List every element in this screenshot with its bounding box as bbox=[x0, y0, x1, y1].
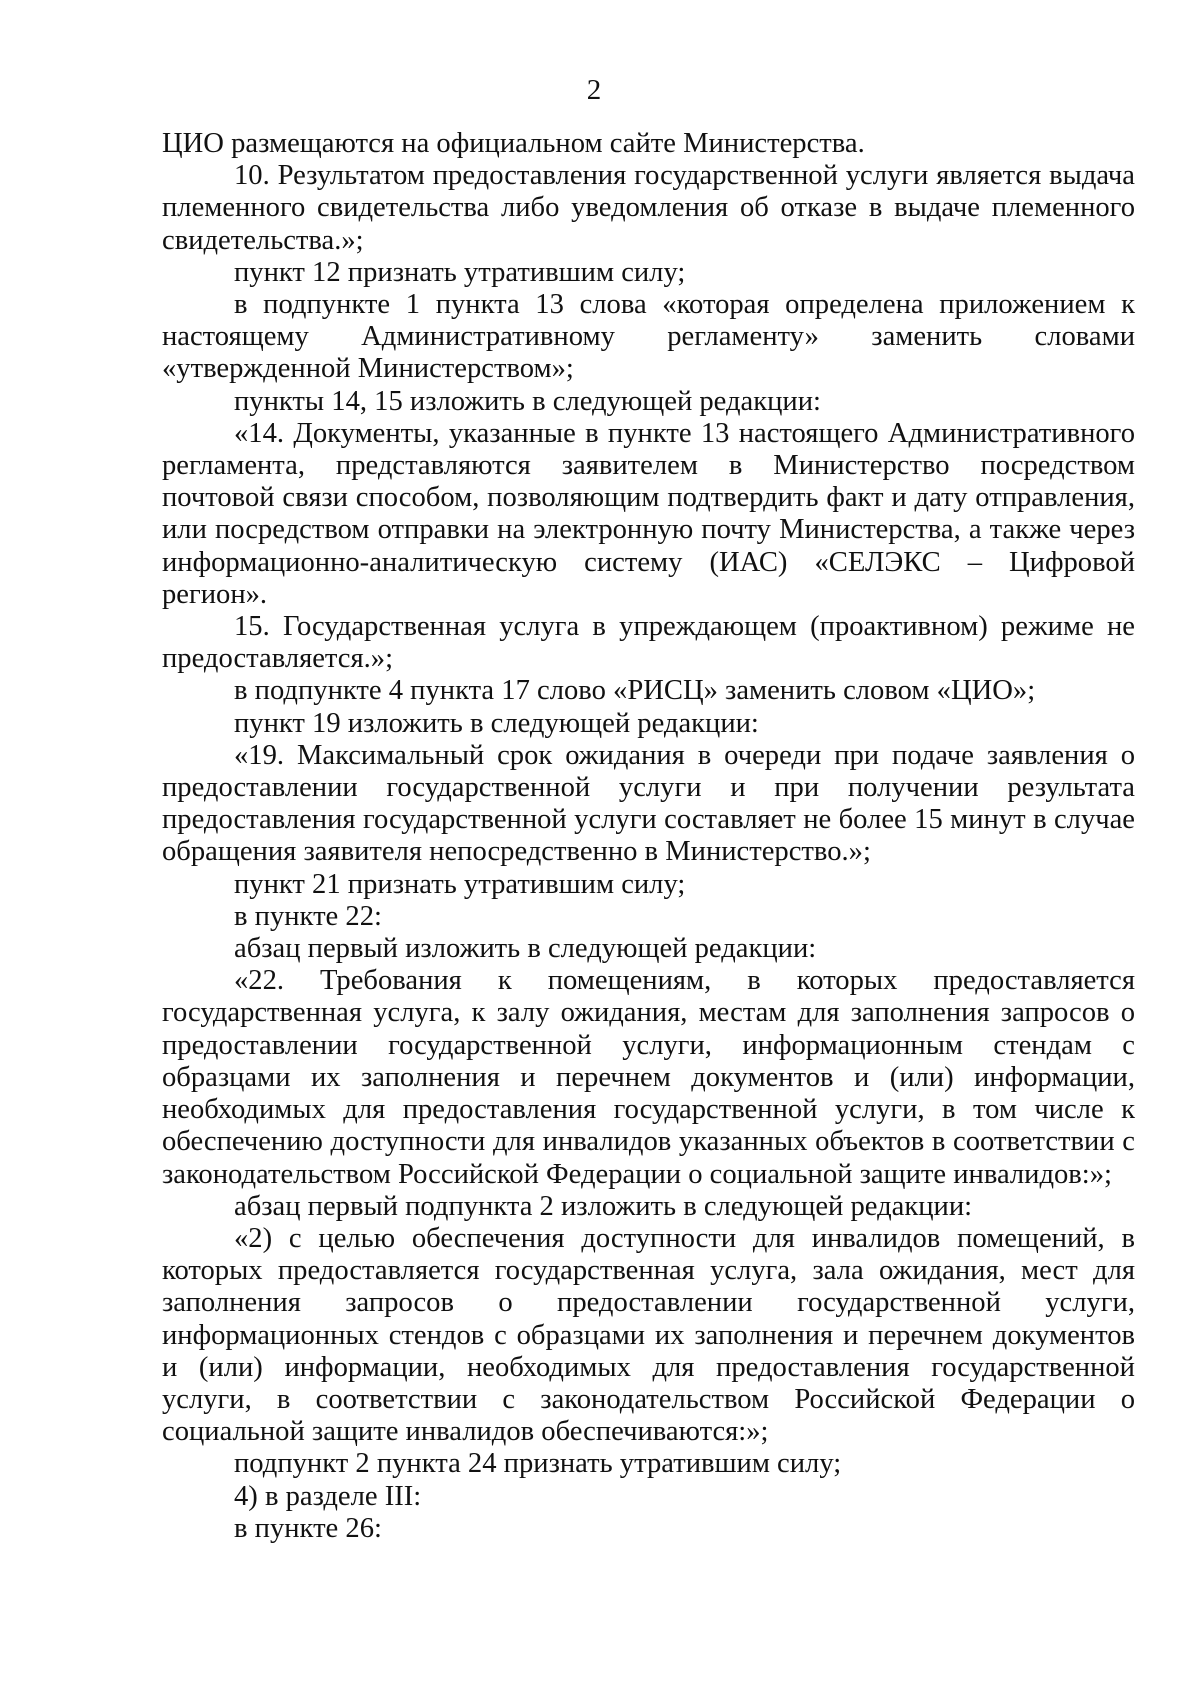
paragraph: «19. Максимальный срок ожидания в очереди при подаче заявления о предоставлении государственной услуги и при получении результата предоставления государственной услуги составляет не более 15 минут в случае обращения заявителя непосредственно в Министерство.»; bbox=[162, 739, 1135, 868]
paragraph: 10. Результатом предоставления государственной услуги является выдача племенного свидетельства либо уведомления об отказе в выдаче племенного свидетельства.»; bbox=[162, 160, 1135, 256]
paragraph: в подпункте 4 пункта 17 слово «РИСЦ» заменить словом «ЦИО»; bbox=[234, 675, 1036, 707]
paragraph: пункт 19 изложить в следующей редакции: bbox=[234, 707, 759, 739]
paragraph: подпункт 2 пункта 24 признать утратившим силу; bbox=[234, 1448, 842, 1480]
paragraph: «22. Требования к помещениям, в которых предоставляется государственная услуга, к залу ожидания, местам для заполнения запросов о предоставлении государственной услуги, информационным стендам с образцами их заполнения и перечнем документов и (или) информации, необходимых для предоставления государственной услуги, в том числе к обеспечению доступности для инвалидов указанных объектов в соответствии с законодательством Российской Федерации о социальной защите инвалидов:»; bbox=[162, 965, 1135, 1190]
paragraph: пункты 14, 15 изложить в следующей редакции: bbox=[234, 385, 821, 417]
paragraph: ЦИО размещаются на официальном сайте Министерства. bbox=[162, 128, 865, 159]
paragraph: пункт 12 признать утратившим силу; bbox=[234, 256, 686, 288]
document-body bbox=[162, 128, 1135, 1545]
paragraph: 4) в разделе III: bbox=[234, 1480, 422, 1512]
paragraph: в подпункте 1 пункта 13 слова «которая определена приложением к настоящему Административному регламенту» заменить словами «утвержденной Министерством»; bbox=[162, 289, 1135, 385]
paragraph: абзац первый подпункта 2 изложить в следующей редакции: bbox=[234, 1190, 973, 1222]
paragraph: пункт 21 признать утратившим силу; bbox=[234, 868, 686, 900]
paragraph: абзац первый изложить в следующей редакции: bbox=[234, 933, 817, 965]
paragraph: в пункте 26: bbox=[234, 1512, 382, 1544]
paragraph: 15. Государственная услуга в упреждающем (проактивном) режиме не предоставляется.»; bbox=[162, 611, 1135, 675]
paragraph: «14. Документы, указанные в пункте 13 настоящего Административного регламента, представляются заявителем в Министерство посредством почтовой связи способом, позволяющим подтвердить факт и дату отправления, или посредством отправки на электронную почту Министерства, а также через информационно-аналитическую систему (ИАС) «СЕЛЭКС – Цифровой регион». bbox=[162, 417, 1135, 610]
paragraph: в пункте 22: bbox=[234, 900, 382, 932]
paragraph: «2) с целью обеспечения доступности для инвалидов помещений, в которых предоставляется государственная услуга, зала ожидания, мест для заполнения запросов о предоставлении государственной услуги, информационных стендов с образцами их заполнения и перечнем документов и (или) информации, необходимых для предоставления государственной услуги, в соответствии с законодательством Российской Федерации о социальной защите инвалидов обеспечиваются:»; bbox=[162, 1222, 1135, 1448]
page-number: 2 bbox=[586, 74, 602, 106]
